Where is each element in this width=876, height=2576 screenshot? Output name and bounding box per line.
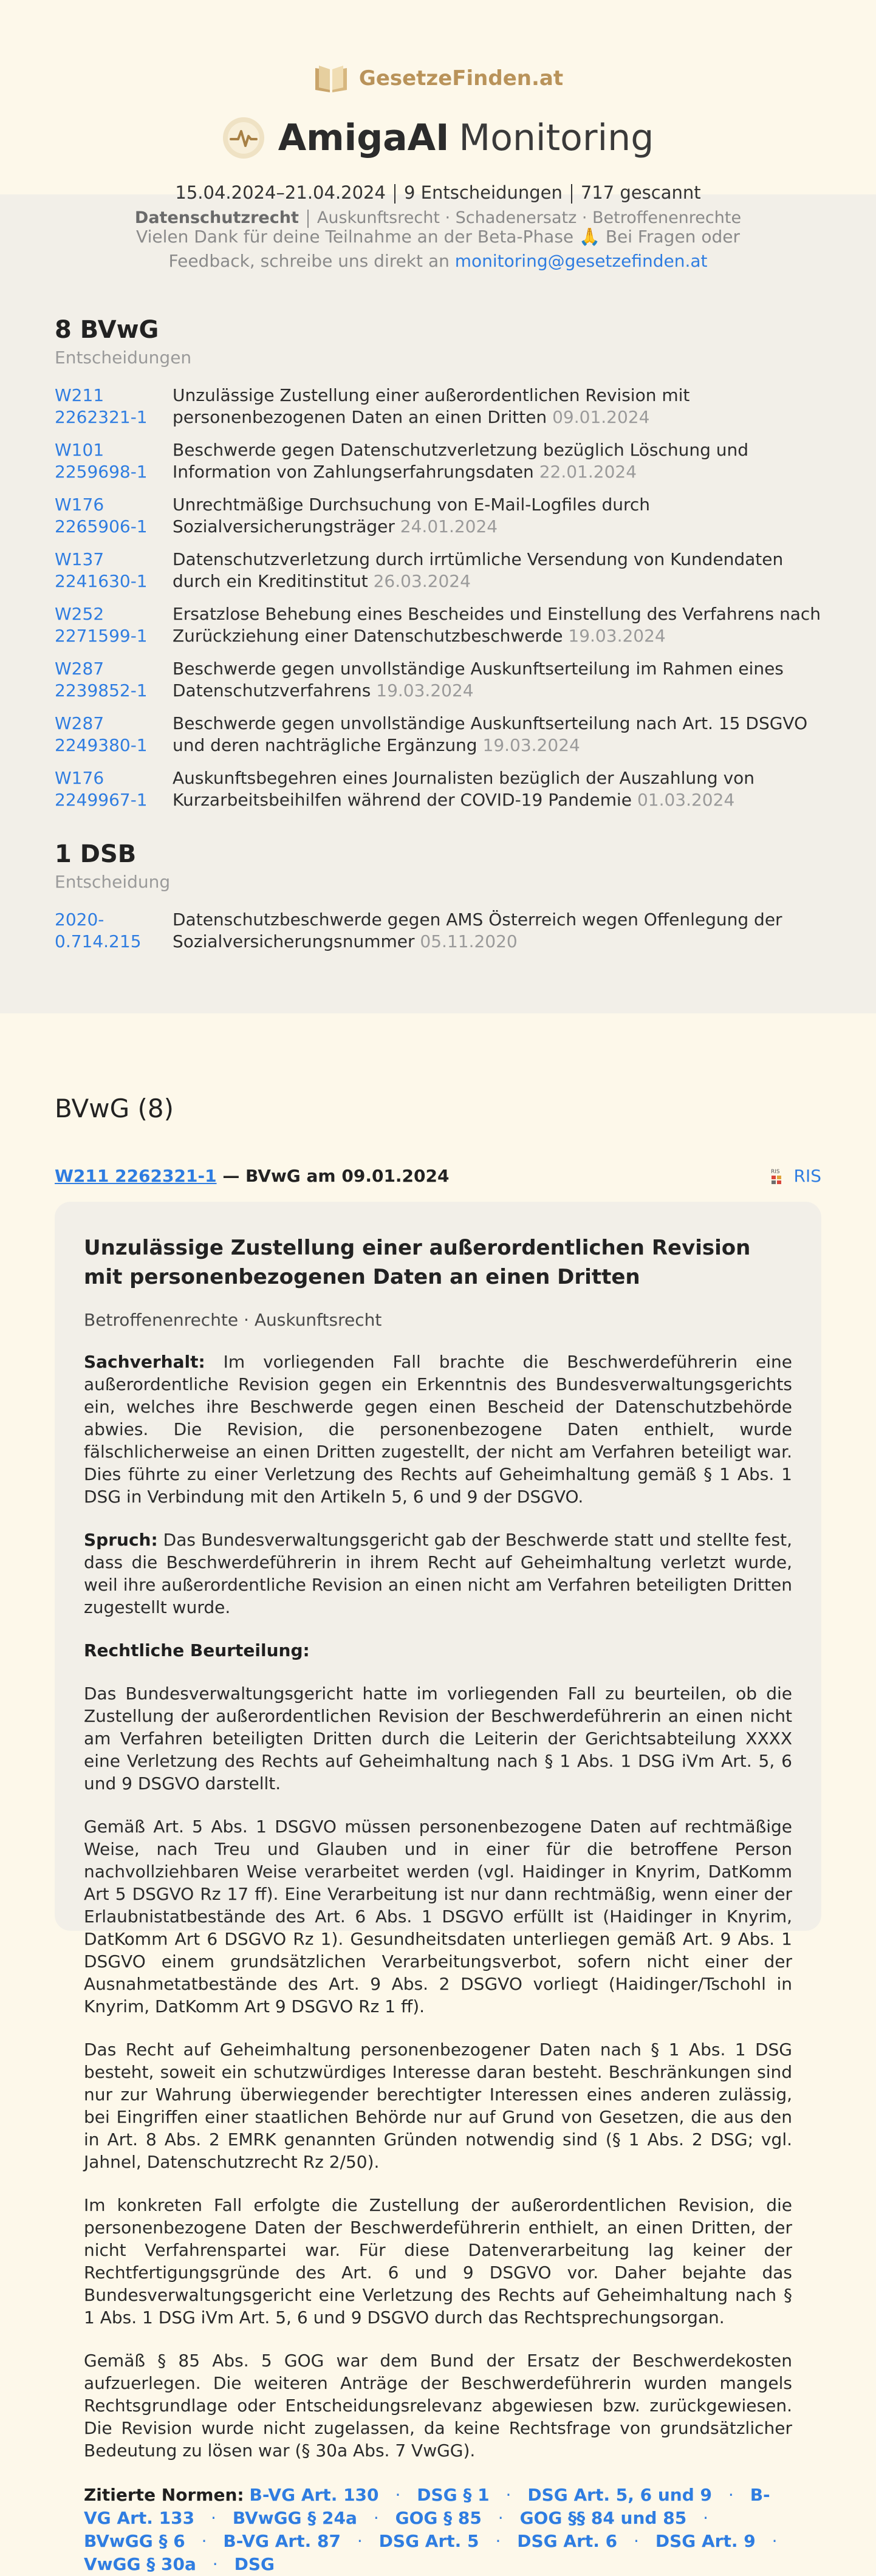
topic-list: Auskunftsrecht · Schadenersatz · Betroffenenrechte	[317, 208, 742, 227]
case-code-part: W137	[55, 549, 104, 569]
case-summary-title: Datenschutzbeschwerde gegen AMS Österreich wegen Offenlegung der Sozialversicherungsnummer	[173, 909, 782, 951]
norm-separator: ·	[373, 2508, 379, 2528]
svg-text:RIS: RIS	[770, 1168, 780, 1175]
norm-separator: ·	[212, 2554, 218, 2574]
beta-text: Vielen Dank für deine Teilnahme an der Beta-Phase 🙏 Bei Fragen oder Feedback, schreibe uns direkt an	[136, 227, 740, 271]
case-link[interactable]: W211 2262321-1	[55, 1166, 217, 1186]
case-code-part: 2259698-1	[55, 462, 148, 482]
norm-separator: ·	[728, 2485, 734, 2505]
bvwg-subheading: Entscheidungen	[55, 348, 192, 368]
beurteilung-body	[84, 1682, 792, 2462]
bvwg-case-code[interactable]	[55, 385, 173, 428]
bvwg-case-code[interactable]	[55, 439, 173, 483]
pulse-icon	[222, 117, 265, 159]
brand-name: GesetzeFinden.at	[358, 66, 564, 91]
case-date: 19.03.2024	[568, 626, 666, 646]
brand[interactable]	[0, 63, 876, 94]
sachverhalt-label: Sachverhalt:	[84, 1352, 205, 1372]
norm-link[interactable]: B-VG Art. 87	[223, 2531, 341, 2551]
beta-notice	[55, 225, 821, 273]
product-title	[0, 117, 876, 159]
case-tags: Betroffenenrechte · Auskunftsrecht	[84, 1310, 382, 1330]
spruch-text: Das Bundesverwaltungsgericht gab der Beschwerde statt und stellte fest, dass die Beschwerdeführerin in ihrem Recht auf Geheimhaltung verletzt wurde, weil ihre außerordentliche Revision an einen nicht am Verfahren beteiligten Dritten zugestellt wurde.	[84, 1530, 792, 1617]
beurteilung-paragraph: Gemäß § 85 Abs. 5 GOG war dem Bund der Ersatz der Beschwerdekosten aufzuerlegen. Die weiteren Anträge der Beschwerdeführerin wurden mangels Rechtsgrundlage oder Entscheidungsrelevanz abgewiesen bzw. zurückgewiesen. Die Revision wurde nicht zugelassen, da keine Rechtsfrage von grundsätzlicher Bedeutung zu lösen war (§ 30a Abs. 7 VwGG).	[84, 2351, 792, 2461]
case-code-part: 2271599-1	[55, 626, 148, 646]
case-date: 24.01.2024	[400, 516, 498, 536]
case-summary-title: Beschwerde gegen Datenschutzverletzung bezüglich Löschung und Information von Zahlungserfahrungsdaten	[173, 440, 749, 482]
norm-link[interactable]: DSG Art. 9	[655, 2531, 756, 2551]
norm-link[interactable]: DSG	[234, 2554, 275, 2574]
bvwg-entry	[55, 767, 821, 811]
bvwg-case-code[interactable]	[55, 767, 173, 811]
topic-main: Datenschutzrecht	[134, 208, 299, 227]
norm-separator: ·	[495, 2531, 501, 2551]
beurteilung-paragraph: Das Recht auf Geheimhaltung personenbezogener Daten nach § 1 Abs. 1 DSG besteht, soweit ein schutzwürdiges Interesse daran besteht. Beschränkungen sind nur zur Wahrung überwiegender berechtigter Interessen eines anderen zulässig, bei Eingriffen einer staatlichen Behörde nur auf Grund von Gesetzen, die aus den in Art. 8 Abs. 2 EMRK genannten Gründen notwendig sind (§ 1 Abs. 2 DSG; vgl. Jahnel, Datenschutzrecht Rz 2/50).	[84, 2040, 792, 2172]
bvwg-case-code[interactable]	[55, 713, 173, 756]
product-suffix: Monitoring	[459, 117, 654, 159]
beurteilung-paragraph: Das Bundesverwaltungsgericht hatte im vorliegenden Fall zu beurteilen, ob die Zustellung der außerordentlichen Revision der Beschwerdeführerin an einen nicht am Verfahren beteiligten Dritten durch die Leiterin der Gerichtsabteilung XXXX eine Verletzung des Rechts auf Geheimhaltung nach § 1 Abs. 1 DSG iVm Art. 5, 6 und 9 DSGVO darstellt.	[84, 1684, 792, 1793]
case-date: 01.03.2024	[637, 790, 735, 810]
dsb-entry	[55, 909, 821, 953]
spruch	[84, 1529, 792, 1619]
norm-link[interactable]: GOG §§ 84 und 85	[519, 2508, 687, 2528]
norm-separator: ·	[211, 2508, 216, 2528]
case-code-part: 2265906-1	[55, 516, 148, 536]
scanned-count: 717 gescannt	[580, 182, 701, 203]
norm-link[interactable]: GOG § 85	[395, 2508, 482, 2528]
case-header	[55, 1166, 821, 1186]
case-date: 09.01.2024	[552, 407, 650, 427]
norm-link[interactable]: DSG Art. 5	[378, 2531, 479, 2551]
bvwg-case-code[interactable]	[55, 549, 173, 592]
beurteilung-paragraph: Gemäß Art. 5 Abs. 1 DSGVO müssen personenbezogene Daten auf rechtmäßige Weise, nach Treu und Glauben und in einer für die betroffene Person nachvollziehbaren Weise verarbeitet werden (vgl. Haidinger in Knyrim, DatKomm Art 5 DSGVO Rz 17 ff). Eine Verarbeitung ist nur dann rechtmäßig, wenn einer der Erlaubnistatbestände des Art. 6 Abs. 1 DSGVO erfüllt ist (Haidinger in Knyrim, DatKomm Art 6 DSGVO Rz 1). Gesundheitsdaten unterliegen gemäß Art. 9 Abs. 1 DSGVO einem grundsätzlichen Verarbeitungsverbot, sofern nicht einer der Ausnahmetatbestände des Art. 9 Abs. 2 DSGVO vorliegt (Haidinger/Tschohl in Knyrim, DatKomm Art 9 DSGVO Rz 1 ff).	[84, 1817, 792, 2016]
case-date: 22.01.2024	[539, 462, 637, 482]
bvwg-case-description	[173, 658, 821, 702]
norm-link[interactable]: VwGG § 30a	[84, 2554, 196, 2574]
sachverhalt-text: Im vorliegenden Fall brachte die Beschwerdeführerin eine außerordentliche Revision gegen ein Erkenntnis des Bundesverwaltungsgerichts ein, welches ihre Beschwerde gegen einen Bescheid der Datenschutzbehörde abwies. Die Revision, die personenbezogene Daten enthielt, wurde fälschlicherweise an einen Dritten zugestellt, der nicht am Verfahren beteiligt war. Dies führte zu einer Verletzung des Rechts auf Geheimhaltung gemäß § 1 Abs. 1 DSG in Verbindung mit den Artikeln 5, 6 und 9 der DSGVO.	[84, 1352, 793, 1507]
case-code-part: W101	[55, 440, 104, 460]
case-code-part: W211	[55, 385, 104, 405]
case-code-part: 2262321-1	[55, 407, 148, 427]
case-code-part: 2239852-1	[55, 680, 148, 701]
header	[0, 0, 876, 227]
norm-separator: ·	[772, 2531, 778, 2551]
norm-link[interactable]: BVwGG § 6	[84, 2531, 185, 2551]
beurteilung-paragraph: Im konkreten Fall erfolgte die Zustellung der außerordentlichen Revision, die personenbezogene Daten der Beschwerdeführerin enthielt, an einen Dritten, der nicht Verfahrenspartei war. Für diese Datenverarbeitung lag keiner der Rechtfertigungsgründe des Art. 6 und 9 DSGVO vor. Daher bejahte das Bundesverwaltungsgericht eine Verletzung des Rechts auf Geheimhaltung nach § 1 Abs. 1 DSG iVm Art. 5, 6 und 9 DSGVO durch das Rechtsprechungsorgan.	[84, 2195, 792, 2328]
norm-link[interactable]: B-VG Art. 130	[249, 2485, 379, 2505]
case-summary-title: Ersatzlose Behebung eines Bescheides und Einstellung des Verfahrens nach Zurückziehung einer Datenschutzbeschwerde	[173, 604, 821, 646]
bvwg-entry	[55, 439, 821, 483]
case-summary-title: Beschwerde gegen unvollständige Auskunftserteilung nach Art. 15 DSGVO und deren nachträgliche Ergänzung	[173, 713, 808, 755]
bvwg-case-code[interactable]	[55, 494, 173, 538]
norm-separator: ·	[703, 2508, 708, 2528]
bvwg-case-code[interactable]	[55, 658, 173, 702]
bvwg-case-description	[173, 494, 821, 538]
beurteilung-label: Rechtliche Beurteilung:	[84, 1640, 310, 1660]
case-code-part: W252	[55, 604, 104, 624]
case-code-part: 2249380-1	[55, 735, 148, 755]
case-summary-title: Auskunftsbegehren eines Journalisten bezüglich der Auszahlung von Kurzarbeitsbeihilfen während der COVID-19 Pandemie	[173, 768, 755, 810]
bvwg-entry	[55, 658, 821, 702]
bvwg-case-description	[173, 767, 821, 811]
case-date: 19.03.2024	[482, 735, 580, 755]
case-code-part: W287	[55, 713, 104, 733]
summary-section	[0, 194, 876, 1013]
decision-count: 9 Entscheidungen	[403, 182, 563, 203]
case-date: 05.11.2020	[420, 931, 518, 951]
cited-norms	[84, 2484, 792, 2576]
norm-separator: ·	[634, 2531, 639, 2551]
norm-link[interactable]: B-VG Art. 133	[84, 2485, 770, 2528]
case-heading	[55, 1166, 450, 1186]
norms-label: Zitierte Normen:	[84, 2485, 244, 2505]
sachverhalt	[84, 1351, 792, 1508]
case-code-part: W287	[55, 659, 104, 679]
ris-link[interactable]	[770, 1166, 822, 1186]
norm-separator: ·	[395, 2485, 401, 2505]
case-court-date: — BVwG am 09.01.2024	[222, 1166, 450, 1186]
case-code-part: 2241630-1	[55, 571, 148, 591]
bvwg-case-description	[173, 385, 821, 428]
report-period: 15.04.2024–21.04.2024	[175, 182, 386, 203]
bvwg-case-description	[173, 713, 821, 756]
norm-link[interactable]: BVwGG § 24a	[232, 2508, 357, 2528]
case-card	[55, 1202, 821, 2574]
case-code-part: 2249967-1	[55, 790, 148, 810]
bvwg-entry	[55, 385, 821, 428]
spruch-label: Spruch:	[84, 1530, 158, 1550]
dsb-case-description	[173, 909, 821, 953]
bvwg-entry	[55, 549, 821, 592]
ris-label: RIS	[793, 1166, 821, 1186]
bvwg-list	[55, 385, 821, 811]
case-code-part: W176	[55, 495, 104, 515]
bvwg-entry	[55, 494, 821, 538]
beta-email-link[interactable]: monitoring@gesetzefinden.at	[454, 251, 708, 271]
norm-separator: ·	[505, 2485, 512, 2505]
norm-link[interactable]: DSG Art. 5, 6 und 9	[527, 2485, 712, 2505]
case-date: 19.03.2024	[376, 680, 474, 701]
group-title: BVwG (8)	[55, 1094, 174, 1123]
norm-separator: ·	[498, 2508, 504, 2528]
norm-link[interactable]: DSG § 1	[417, 2485, 490, 2505]
bvwg-heading: 8 BVwG	[55, 316, 159, 344]
book-icon	[313, 63, 349, 94]
bvwg-case-code[interactable]	[55, 603, 173, 647]
case-summary-title: Datenschutzverletzung durch irrtümliche Versendung von Kundendaten durch ein Kreditinstitut	[173, 549, 784, 591]
dsb-heading: 1 DSB	[55, 840, 137, 868]
norm-link[interactable]: DSG Art. 6	[517, 2531, 618, 2551]
dsb-subheading: Entscheidung	[55, 872, 171, 892]
dsb-case-code[interactable]	[55, 909, 173, 953]
bvwg-case-description	[173, 603, 821, 647]
norm-separator: ·	[357, 2531, 363, 2551]
norm-separator: ·	[201, 2531, 207, 2551]
case-summary-title: Beschwerde gegen unvollständige Auskunftserteilung im Rahmen eines Datenschutzverfahrens	[173, 659, 784, 701]
case-code-part: 0.714.215	[55, 931, 142, 951]
bvwg-entry	[55, 713, 821, 756]
product-name: AmigaAI	[278, 117, 450, 159]
detail-section	[0, 1094, 876, 2574]
dsb-list	[55, 909, 821, 953]
bvwg-case-description	[173, 439, 821, 483]
case-code-part: W176	[55, 768, 104, 788]
case-title: Unzulässige Zustellung einer außerordentlichen Revision mit personenbezogenen Daten an einen Dritten	[84, 1236, 751, 1289]
bvwg-case-description	[173, 549, 821, 592]
case-date: 26.03.2024	[373, 571, 471, 591]
bvwg-entry	[55, 603, 821, 647]
case-summary-title: Unrechtmäßige Durchsuchung von E-Mail-Logfiles durch Sozialversicherungsträger	[173, 495, 651, 536]
case-code-part: 2020-	[55, 909, 104, 930]
beurteilung-heading	[84, 1639, 792, 1662]
case-summary-title: Unzulässige Zustellung einer außerordentlichen Revision mit personenbezogenen Daten an einen Dritten	[173, 385, 690, 427]
ris-icon	[770, 1166, 789, 1186]
